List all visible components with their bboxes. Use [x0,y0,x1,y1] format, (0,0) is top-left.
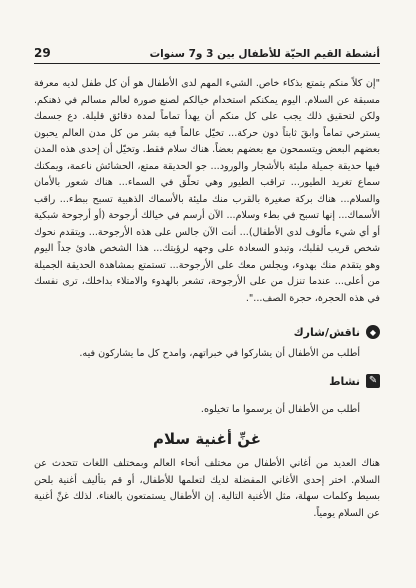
discuss-title: ناقش/شارك [293,325,360,339]
activity-icon: ✎ [366,374,380,388]
activity-section-heading [34,374,380,388]
discuss-icon: ◆ [366,325,380,339]
page-number: 29 [34,46,51,60]
song-paragraph: هناك العديد من أغاني الأطفال من مختلف أنحاء العالم وبمختلف اللغات تتحدث عن السلام. اختر إحدى الأغاني المفضلة لديك لتعلمها للأطفال، أو قم بتأليف أغنية بلحن بسيط وكلمات سهلة، مثل الأغنية التالية. إن الأطفال يستمتعون بالغناء. لذلك غنِّ أغنية عن السلام يومياً. [34,458,380,519]
activity-title: نشاط [329,374,360,388]
song-heading: غنِّ أغنية سلام [152,430,262,448]
page-header [34,46,380,64]
visualization-paragraph [34,76,380,307]
discuss-section-heading [34,325,380,339]
paragraph-text: "إن كلاً منكم يتمتع بذكاء خاص. الشيء المهم لدى الأطفال هو أن كل طفل لديه معرفة مسبقة عن السلام. اليوم يمكنكم استخدام خيالكم لصنع صورة لعالم مسالم في ذهنكم. ولكن لتحقيق ذلك يجب على كل منكم أن يهدأ تماماً لمدة دقائق قليلة. دع جسمك يسترخي تماماً وابقَ ثابتاً دون حركة... تخيّل عالماً فيه بشر من كل مدن العالم يحبون بعضهم البعض ويتسمحون مع بعضهم بعضاً. هناك سلام فقط. وتخيّل أن إحدى هذه المدن فيها حديقة جميلة مليئة بالأشجار والورود... جو الحديقة ممتع، الحشائش ناعمة، ويمكنك سماع تغريد الطيور... تراقب الطيور وهي تحلّق في السماء... هناك شعور بالأمان والسلام... هناك بركة صغيرة بالقرب منك مليئة بالأسماك الذهبية تسبح ببطء... راقب الأسماك... إنها تسبح في بطء وسلام... الآن أرسم في خيالك أرجوحة (أو أرجوحة شبكية أو أي شيء مألوف لدى الأطفال)... أنت الآن جالس على هذه الأرجوحة... ويتقدم نحوك شخص قريب لقلبك، وتبدو السعادة على وجهه لرؤيتك... هذا الشخص هادئ جداً اليوم وهو يتقدم منك بهدوء، ويجلس معك على الأرجوحة... تستمتع بمشاهدة الحديقة الجميلة من أعلى... عندما تنزل من على الأرجوحة، تشعر بالهدوء والامتلاء بداخلك، ترى نفسك في هذه الحجرة، حجرة الصف...". [34,78,380,304]
discuss-instruction: أطلب من الأطفال أن يشاركوا في خبراتهم، وامدح كل ما يشاركون فيه. [79,348,360,359]
header-title: أنشطة القيم الحيّة للأطفال بين 3 و7 سنوات [149,48,380,60]
activity-instruction: أطلب من الأطفال أن يرسموا ما تخيلوه. [200,404,360,415]
